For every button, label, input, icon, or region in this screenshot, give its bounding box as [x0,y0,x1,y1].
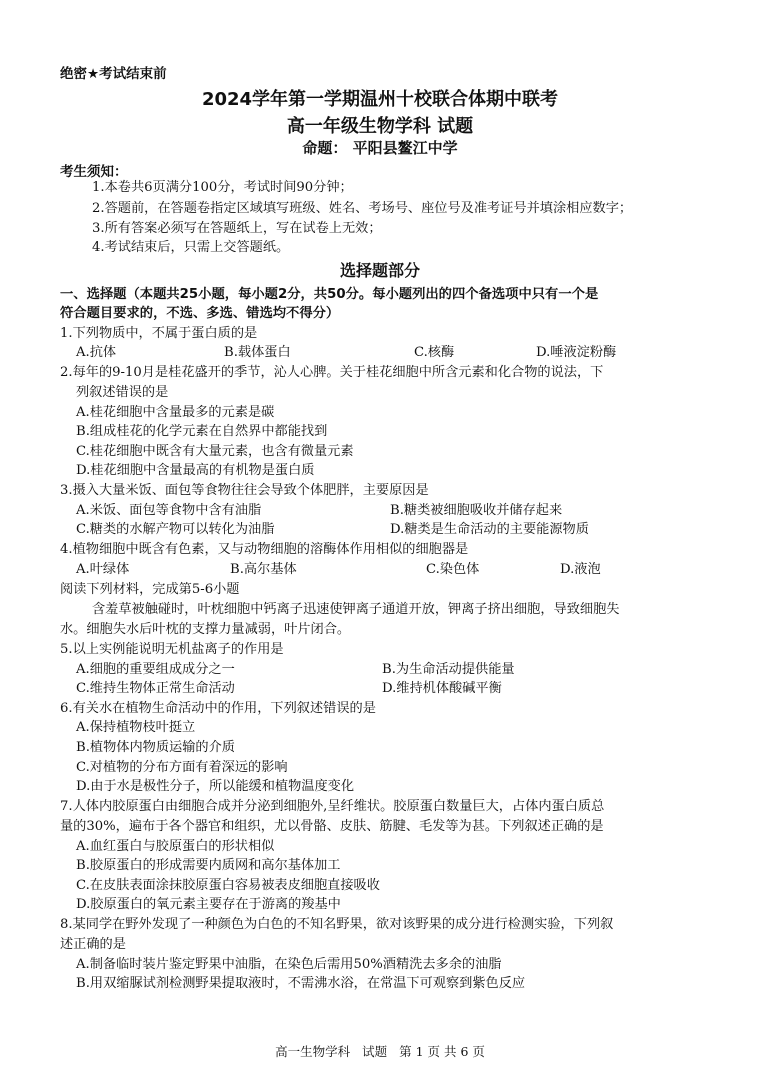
footer-kind: 试题 [362,1044,388,1059]
notice-item: 3.所有答案必须写在答题纸上，写在试卷上无效； [92,221,382,236]
option-c: C.在皮肤表面涂抹胶原蛋白容易被表皮细胞直接吸收 [76,878,380,893]
question-5-stem: 5.以上实例能说明无机盐离子的作用是 [60,642,284,657]
option-a: A.抗体 [76,345,117,360]
option-b: B.糖类被细胞吸收并储存起来 [390,503,563,518]
option-c: C.糖类的水解产物可以转化为油脂 [76,522,275,537]
reading-intro: 阅读下列材料，完成第5-6小题 [60,582,240,597]
option-b: B.胶原蛋白的形成需要内质网和高尔基体加工 [76,858,341,873]
option-c: C.染色体 [426,562,480,577]
exam-subtitle: 高一年级生物学科 试题 [286,116,474,137]
section-intro: 符合题目要求的，不选、多选、错选均不得分） [60,306,340,321]
option-d: D.维持机体酸碱平衡 [382,681,502,696]
option-c: C.桂花细胞中既含有大量元素，也含有微量元素 [76,444,354,459]
option-b: B.载体蛋白 [224,345,291,360]
question-8-stem: 8.某同学在野外发现了一种颜色为白色的不知名野果，欲对该野果的成分进行检测实验，下列叙 [60,917,614,932]
notice-item: 4.考试结束后，只需上交答题纸。 [92,240,290,255]
question-2-stem: 2.每年的9-10月是桂花盛开的季节，沁人心脾。关于桂花细胞中所含元素和化合物的说法，下 [60,365,604,380]
option-d: D.液泡 [560,562,601,577]
option-b: B.植物体内物质运输的介质 [76,740,235,755]
notice-item: 1.本卷共6页满分100分，考试时间90分钟； [92,180,353,195]
exam-title: 2024学年第一学期温州十校联合体期中联考 [201,89,559,110]
question-2-stem: 列叙述错误的是 [76,385,169,400]
footer-subject: 高一生物学科 [275,1044,351,1059]
option-d: D.唾液淀粉酶 [536,345,617,360]
reading-paragraph: 含羞草被触碰时，叶枕细胞中钙离子迅速使钾离子通道开放，钾离子挤出细胞，导致细胞失 [92,602,620,617]
option-a: A.细胞的重要组成成分之一 [76,662,235,677]
question-7-stem: 7.人体内胶原蛋白由细胞合成并分泌到细胞外,呈纤维状。胶原蛋白数量巨大，占体内蛋白质总 [60,799,605,814]
option-c: C.核酶 [414,345,455,360]
page-footer [0,1042,760,1060]
question-7-stem: 量的30%，遍布于各个器官和组织，尤以骨骼、皮肤、筋腱、毛发等为甚。下列叙述正确的是 [60,819,604,834]
option-a: A.保持植物枝叶挺立 [76,720,196,735]
notice-label: 考生须知： [60,164,128,180]
option-c: C.维持生物体正常生命活动 [76,681,235,696]
option-a: A.血红蛋白与胶原蛋白的形状相似 [76,839,275,854]
question-5-options [76,660,716,679]
question-3-options [76,501,716,520]
question-4-options [76,560,716,579]
option-a: A.叶绿体 [76,562,130,577]
option-a: A.桂花细胞中含量最多的元素是碳 [76,405,275,420]
confidential-mark: 绝密★考试结束前 [60,66,167,82]
question-8-stem: 述正确的是 [60,937,126,952]
option-b: B.组成桂花的化学元素在自然界中都能找到 [76,424,328,439]
section-title: 选择题部分 [339,261,420,280]
option-a: A.米饭、面包等食物中含有油脂 [76,503,262,518]
option-a: A.制备临时装片鉴定野果中油脂，在染色后需用50%酒精洗去多余的油脂 [76,957,502,972]
question-3-stem: 3.摄入大量米饭、面包等食物往往会导致个体肥胖，主要原因是 [60,483,429,498]
option-c: C.对植物的分布方面有着深远的影响 [76,760,288,775]
question-3-options [76,520,716,539]
option-d: D.桂花细胞中含量最高的有机物是蛋白质 [76,463,315,478]
exam-author: 命题： 平阳县鳌江中学 [302,139,458,157]
question-4-stem: 4.植物细胞中既含有色素，又与动物细胞的溶酶体作用相似的细胞器是 [60,542,469,557]
notice-item: 2.答题前，在答题卷指定区域填写班级、姓名、考场号、座位号及准考证号并填涂相应数字； [92,201,633,216]
option-d: D.由于水是极性分子，所以能缓和植物温度变化 [76,779,355,794]
question-5-options [76,679,716,698]
option-d: D.糖类是生命活动的主要能源物质 [390,522,589,537]
question-1-options [76,343,716,362]
question-1-stem: 1.下列物质中，不属于蛋白质的是 [60,326,258,341]
reading-paragraph: 水。细胞失水后叶枕的支撑力量减弱，叶片闭合。 [60,622,351,637]
question-6-stem: 6.有关水在植物生命活动中的作用，下列叙述错误的是 [60,701,376,716]
section-intro: 一、选择题（本题共25小题，每小题2分，共50分。每小题列出的四个备选项中只有一个是 [60,287,599,302]
option-b: B.高尔基体 [230,562,297,577]
option-b: B.为生命活动提供能量 [382,662,515,677]
footer-page-number: 第 1 页 共 6 页 [399,1044,485,1059]
option-d: D.胶原蛋白的氧元素主要存在于游离的羧基中 [76,897,341,912]
option-b: B.用双缩脲试剂检测野果提取液时，不需沸水浴，在常温下可观察到紫色反应 [76,976,526,991]
